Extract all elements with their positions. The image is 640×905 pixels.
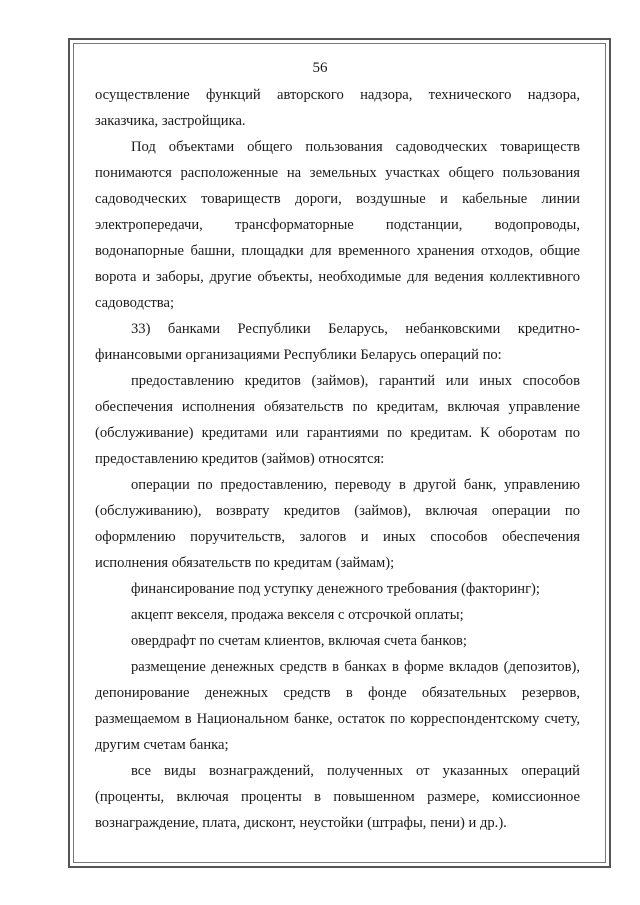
paragraph-deposits: размещение денежных средств в банках в форме вкладов (депозитов), депонирование денежных средств в фонде обязательных резервов, размещаемом в Национальном банке, остаток по корреспондентскому счету, другим счетам банка;: [95, 659, 580, 753]
paragraph-continuation: осуществление функций авторского надзора, технического надзора, заказчика, застройщика.: [95, 87, 580, 129]
paragraph-overdraft: овердрафт по счетам клиентов, включая счета банков;: [131, 633, 467, 649]
paragraph-factoring: финансирование под уступку денежного требования (факторинг);: [131, 581, 540, 597]
paragraph-garden-objects: Под объектами общего пользования садоводческих товариществ понимаются расположенные на земельных участках общего пользования садоводческих товариществ дороги, воздушные и кабельные линии электропередачи, трансформаторные подстанции, водопроводы, водонапорные башни, площадки для временного хранения отходов, общие ворота и заборы, другие объекты, необходимые для ведения коллективного садоводства;: [95, 139, 580, 311]
paragraph-item-33: 33) банками Республики Беларусь, небанковскими кредитно-финансовыми организациями Республики Беларусь операций по:: [95, 321, 580, 363]
paragraph-credits: предоставлению кредитов (займов), гарантий или иных способов обеспечения исполнения обязательств по кредитам, включая управление (обслуживание) кредитами или гарантиями по кредитам. К оборотам по предоставлению кредитов (займов) относятся:: [95, 373, 580, 467]
paragraph-bill-acceptance: акцепт векселя, продажа векселя с отсрочкой оплаты;: [131, 607, 464, 623]
paragraph-credit-operations: операции по предоставлению, переводу в другой банк, управлению (обслуживанию), возврату кредитов (займов), включая операции по оформлению поручительств, залогов и иных способов обеспечения исполнения обязательств по кредитам (займам);: [95, 477, 580, 571]
document-body: [95, 82, 580, 836]
page-number: 56: [312, 60, 328, 76]
paragraph-remuneration: все виды вознаграждений, полученных от указанных операций (проценты, включая проценты в повышенном размере, комиссионное вознаграждение, плата, дисконт, неустойки (штрафы, пени) и др.).: [95, 763, 580, 831]
